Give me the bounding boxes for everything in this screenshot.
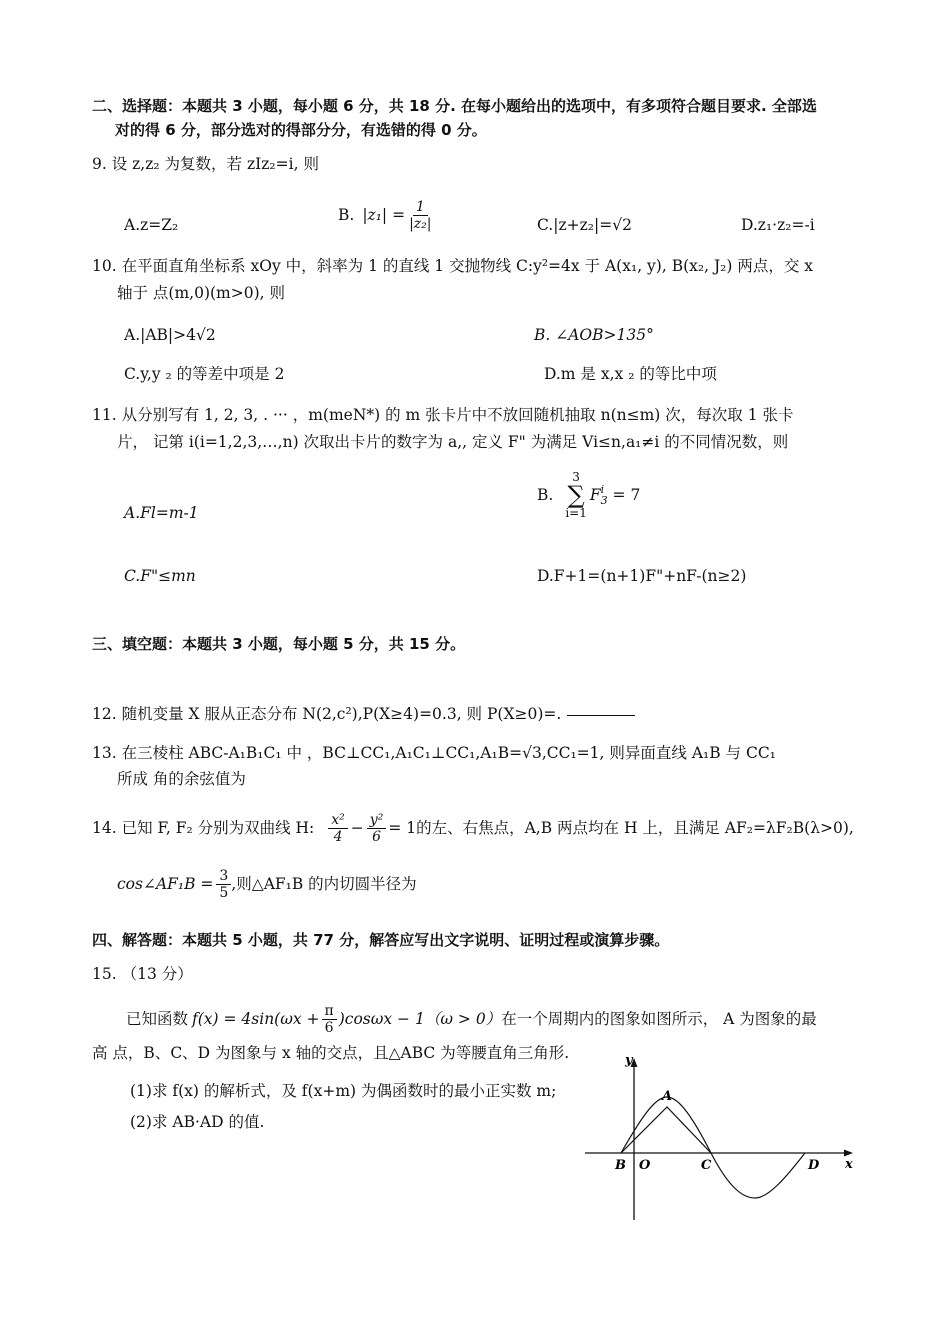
q10-option-b: B. ∠AOB>135° xyxy=(534,326,654,344)
q13-stem-line1: 13. 在三棱柱 ABC-A₁B₁C₁ 中 ，BC⊥CC₁,A₁C₁⊥CC₁,A₁B=√3,CC₁=1, 则异面直线 A₁B 与 CC₁ xyxy=(92,744,776,762)
q9-stem: 9. 设 z,z₂ 为复数，若 zIz₂=i, 则 xyxy=(92,155,319,173)
q11-option-a: A.Fl=m-1 xyxy=(124,504,199,522)
q11-option-c: C.F"≤mn xyxy=(124,567,196,585)
q11-sigma-lower: i=1 xyxy=(565,506,587,520)
q15-line2: 高 点，B、C、D 为图象与 x 轴的交点，且△ABC 为等腰直角三角形. xyxy=(92,1044,570,1062)
q15-part2: (2)求 AB·AD 的值. xyxy=(130,1113,265,1131)
q14-line2 xyxy=(117,862,417,906)
q11-option-b-term: F xyxy=(589,486,601,504)
q11-option-b-sigma xyxy=(565,471,587,519)
q9-option-b-lhs: |z₁| = xyxy=(362,206,406,224)
q15-header: 15. （13 分） xyxy=(92,965,193,983)
q9-option-b-label: B. xyxy=(338,206,355,224)
label-a: A xyxy=(662,1089,673,1104)
q14-minus: − xyxy=(350,819,364,837)
q11-stem-line1: 11. 从分别写有 1, 2, 3, . ··· ，m(meN*) 的 m 张卡片中不放回随机抽取 n(n≤m) 次，每次取 1 张卡 xyxy=(92,406,794,424)
q11-option-b-label: B. xyxy=(537,486,554,504)
q10-option-a: A.|AB|>4√2 xyxy=(124,326,216,344)
q14-fraction-y xyxy=(367,812,387,845)
q11-option-b-sup: i xyxy=(600,483,605,496)
q14-fraction-x-num: x² xyxy=(328,812,348,829)
q10-stem-line1: 10. 在平面直角坐标系 xOy 中，斜率为 1 的直线 1 交抛物线 C:y²=4x 于 A(x₁, y), B(x₂, J₂) 两点，交 x xyxy=(92,257,814,275)
q9-option-b-denominator: |z₂| xyxy=(409,215,432,232)
q11-stem-line2: 片， 记第 i(i=1,2,3,…,n) 次取出卡片的数字为 a,, 定义 F" 为满足 Vi≤n,a₁≠i 的不同情况数，则 xyxy=(117,433,789,451)
q14-eq: = 1 xyxy=(388,819,417,837)
q12-stem: 12. 随机变量 X 服从正态分布 N(2,c²),P(X≥4)=0.3, 则 P(X≥0)=. xyxy=(92,705,562,723)
sigma-icon: ∑ xyxy=(567,481,585,509)
q14-fraction-y-den: 6 xyxy=(372,828,381,845)
q15-func-den: 6 xyxy=(324,1019,334,1036)
q14-suffix: 的左、右焦点，A,B 两点均在 H 上，且满足 AF₂=λF₂B(λ>0), xyxy=(416,819,854,837)
q15-func-fraction xyxy=(322,1003,337,1036)
q9-option-b-numerator: 1 xyxy=(413,199,428,216)
q12-text xyxy=(92,704,635,724)
q11-option-b-indices xyxy=(601,484,608,506)
q15-part1: (1)求 f(x) 的解析式，及 f(x+m) 为偶函数时的最小正实数 m; xyxy=(130,1082,557,1100)
q11-option-b-sub: 3 xyxy=(600,494,608,507)
q11-option-d: D.F+1=(n+1)F"+nF-(n≥2) xyxy=(537,567,747,585)
label-o: O xyxy=(639,1158,651,1173)
q12-answer-blank[interactable] xyxy=(567,715,635,716)
q14-fraction-x xyxy=(328,812,348,845)
q14-prefix: 14. 已知 F, F₂ 分别为双曲线 H: xyxy=(92,819,315,837)
section-4-title: 四、解答题：本题共 5 小题，共 77 分，解答应写出文字说明、证明过程或演算步骤。 xyxy=(92,931,670,949)
sine-curve xyxy=(621,1097,805,1198)
q11-option-b-rhs: = 7 xyxy=(607,486,641,504)
label-d: D xyxy=(808,1158,820,1173)
q11-option-b xyxy=(537,470,640,520)
label-c: C xyxy=(701,1158,712,1173)
q14-cos-fraction xyxy=(216,868,231,901)
x-axis-arrow-icon xyxy=(844,1150,853,1157)
label-x: x xyxy=(845,1157,853,1172)
section-2-title-line1: 二、选择题：本题共 3 小题，每小题 6 分，共 18 分. 在每小题给出的选项中，有多项符合题目要求. 全部选 xyxy=(92,97,817,115)
q14-cos-den: 5 xyxy=(219,884,229,901)
label-y: y xyxy=(625,1053,633,1068)
q15-func-lhs: f(x) = 4sin(ωx + xyxy=(192,1010,320,1028)
section-3-title: 三、填空题：本题共 3 小题，每小题 5 分，共 15 分。 xyxy=(92,635,466,653)
q9-option-a: A.z=Z₂ xyxy=(124,216,179,234)
q14-fraction-x-den: 4 xyxy=(333,828,343,845)
q15-func-num: π xyxy=(322,1003,337,1020)
q14-cos-suffix: ,则△AF₁B 的内切圆半径为 xyxy=(231,875,417,893)
q15-intro: 已知函数 xyxy=(126,1010,189,1028)
q15-intro-line xyxy=(126,998,817,1040)
q10-stem-line2: 轴于 点(m,0)(m>0), 则 xyxy=(117,284,286,302)
q9-option-c: C.|z+z₂|=√2 xyxy=(537,216,632,234)
q14-cos-prefix: cos∠AF₁B = xyxy=(117,875,214,893)
q14-fraction-y-num: y² xyxy=(367,812,387,829)
q9-option-d: D.z₁·z₂=-i xyxy=(741,216,815,234)
q11-sigma-upper: 3 xyxy=(572,470,580,484)
q9-option-b-fraction xyxy=(409,199,431,232)
q15-sine-figure xyxy=(575,1050,865,1225)
q10-option-d: D.m 是 x,x ₂ 的等比中项 xyxy=(544,365,717,383)
section-2-title-line2: 对的得 6 分，部分选对的得部分分，有选错的得 0 分。 xyxy=(115,121,487,139)
q9-option-b xyxy=(338,196,432,234)
q15-line1-rest: 在一个周期内的图象如图所示， A 为图象的最 xyxy=(501,1010,817,1028)
q10-option-c: C.y,y ₂ 的等差中项是 2 xyxy=(124,365,285,383)
q14-line1 xyxy=(92,806,854,850)
q13-stem-line2: 所成 角的余弦值为 xyxy=(117,770,246,788)
q14-cos-num: 3 xyxy=(216,868,231,885)
label-b: B xyxy=(615,1158,626,1173)
q15-func-rhs: )cosωx − 1（ω > 0） xyxy=(338,1010,502,1028)
